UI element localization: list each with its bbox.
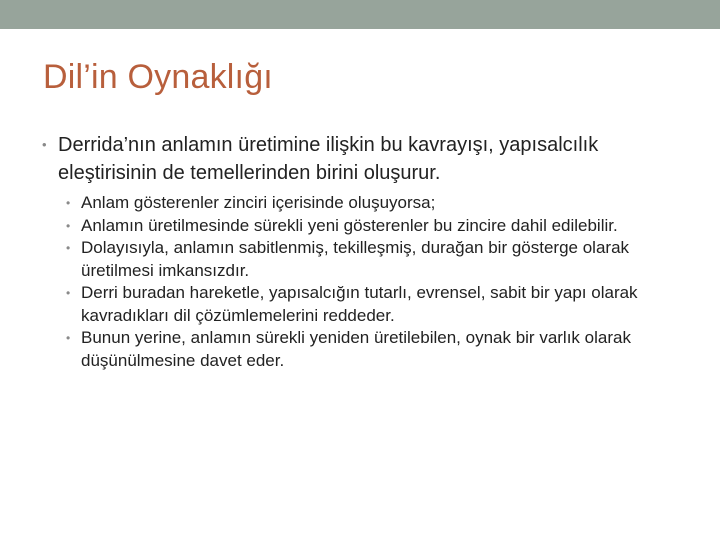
- slide-body: [42, 131, 692, 372]
- bullet-icon: •: [66, 286, 71, 300]
- sub-point-text: Anlamın üretilmesinde sürekli yeni gösterenler bu zincire dahil edilebilir.: [81, 215, 618, 235]
- bullet-icon: •: [42, 137, 47, 152]
- bullet-icon: •: [66, 218, 71, 233]
- sub-bullet-item: [66, 282, 687, 327]
- sub-point-text: Derri buradan hareketle, yapısalcığın tutarlı, evrensel, sabit bir yapı olarak kavradıkları dil çözümlemelerini reddeder.: [81, 283, 638, 325]
- main-bullet-point: [42, 131, 692, 187]
- bullet-icon: •: [66, 196, 71, 210]
- main-point-text: Derrida’nın anlamın üretimine ilişkin bu kavrayışı, yapısalcılık eleştirisinin de temellerinden birini oluşurur.: [58, 134, 599, 184]
- sub-point-text: Dolayısıyla, anlamın sabitlenmiş, tekilleşmiş, durağan bir gösterge olarak üretilmesi imkansızdır.: [81, 238, 630, 280]
- bullet-icon: •: [66, 331, 71, 345]
- sub-bullet-list: [42, 192, 692, 372]
- sub-bullet-item: [66, 327, 687, 372]
- sub-point-text: Anlam gösterenler zinciri içerisinde oluşuyorsa;: [81, 193, 436, 212]
- bullet-icon: •: [66, 241, 71, 255]
- top-accent-bar: [0, 0, 720, 29]
- slide-title: Dil’in Oynaklığı: [43, 58, 273, 96]
- sub-bullet-item: [66, 192, 687, 215]
- sub-bullet-item: [66, 237, 687, 282]
- sub-bullet-item: [66, 215, 687, 238]
- sub-point-text: Bunun yerine, anlamın sürekli yeniden üretilebilen, oynak bir varlık olarak düşünülmesine davet eder.: [81, 328, 631, 370]
